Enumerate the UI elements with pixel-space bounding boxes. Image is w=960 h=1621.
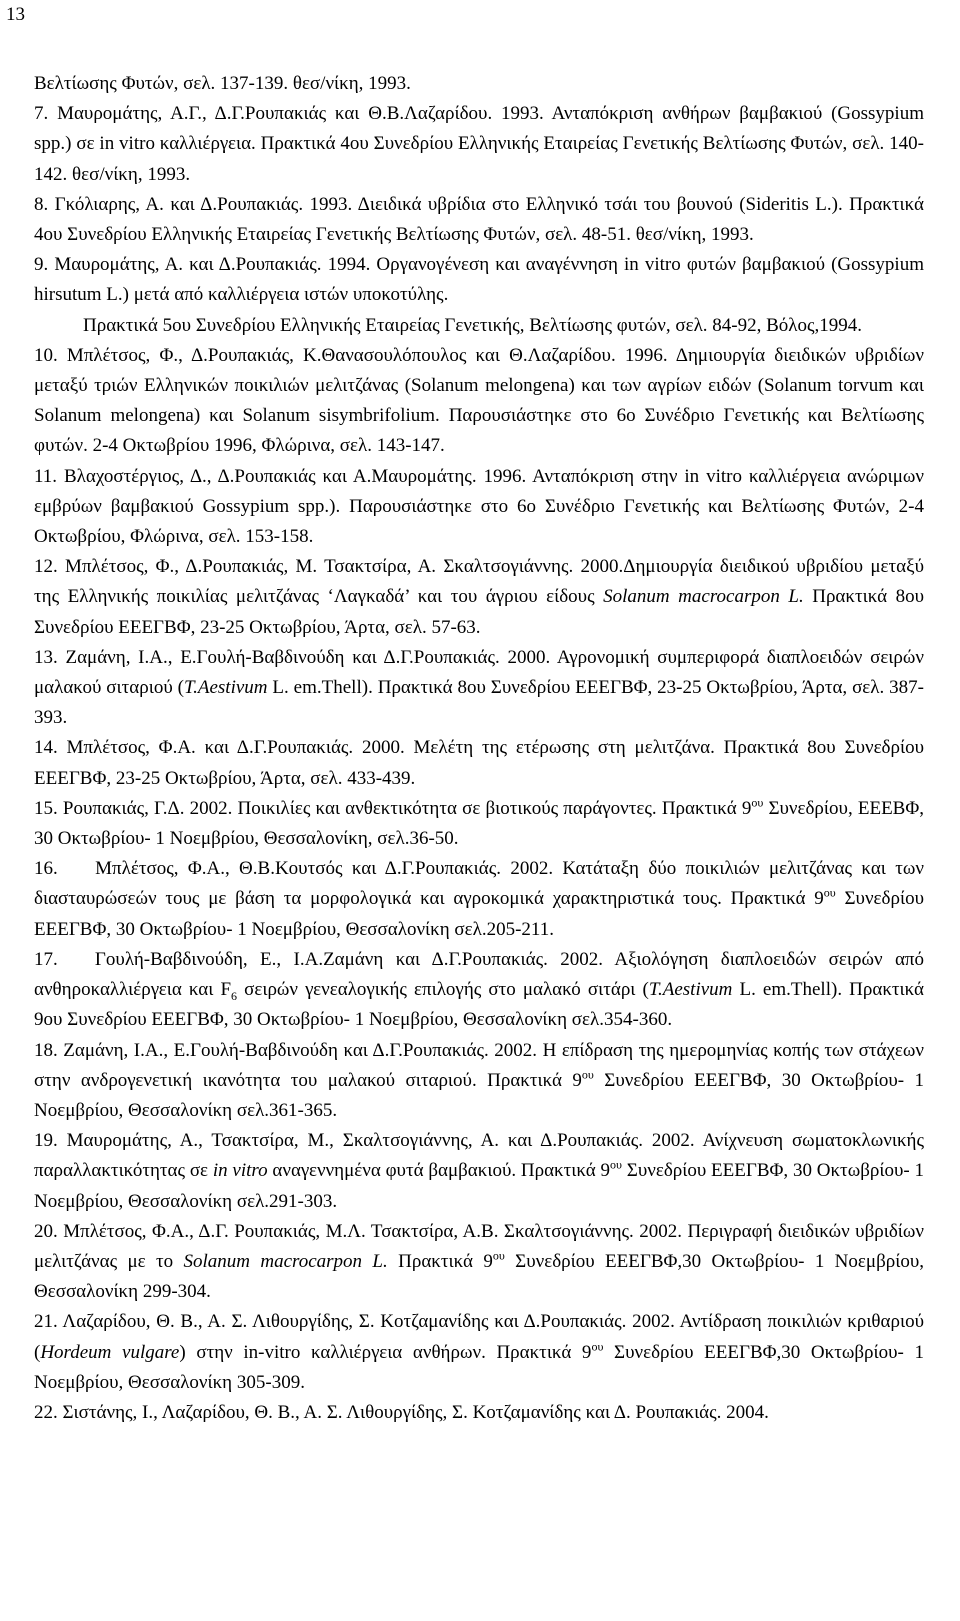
reference-entry: 20. Μπλέτσος, Φ.Α., Δ.Γ. Ρουπακιάς, Μ.Λ. Τσακτσίρα, Α.Β. Σκαλτσογιάννης. 2002. Περιγραφή διειδικών υβριδίων μελιτζάνας με το Solanum macrocarpon L. Πρακτικά $9^{o\upsilon}$ Συνεδρίου ΕΕΕΓΒΦ,30 Οκτωβρίου- 1 Νοεμβρίου, Θεσσαλονίκη 299-304. — [34, 1220, 924, 1303]
reference-entry: Βελτίωσης Φυτών, σελ. 137-139. θεσ/νίκη, 1993. — [34, 73, 411, 94]
reference-entry: 19. Μαυρομάτης, Α., Τσακτσίρα, Μ., Σκαλτσογιάννης, Α. και Δ.Ρουπακιάς. 2002. Ανίχνευση σωματοκλωνικής παραλλακτικότητας σε in vitro αναγεννημένα φυτά βαμβακιού. Πρακτικά $9^{o\upsilon}$ Συνεδρίου ΕΕΕΓΒΦ, 30 Οκτωβρίου- 1 Νοεμβρίου, Θεσσαλονίκη σελ.291-303. — [34, 1130, 924, 1212]
reference-entry: 13. Ζαμάνη, Ι.Α., Ε.Γουλή-Βαβδινούδη και Δ.Γ.Ρουπακιάς. 2000. Αγρονομική συμπεριφορά διαπλοειδών σειρών μαλακού σιταριού (T.Aestivum L. em.Thell). Πρακτικά 8ου Συνεδρίου ΕΕΕΓΒΦ, 23-25 Οκτωβρίου, Άρτα, σελ. 387-393. — [34, 646, 924, 729]
reference-entry: 9. Μαυρομάτης, Α. και Δ.Ρουπακιάς. 1994. Οργανογένεση και αναγέννηση in vitro φυτών βαμβακιού (Gossypium hirsutum L.) μετά από καλλιέργεια ιστών υποκοτύλης. — [34, 254, 924, 306]
reference-entry: 14. Μπλέτσος, Φ.Α. και Δ.Γ.Ρουπακιάς. 2000. Μελέτη της ετέρωσης στη μελιτζάνα. Πρακτικά 8ου Συνεδρίου ΕΕΕΓΒΦ, 23-25 Οκτωβρίου, Άρτα, σελ. 433-439. — [34, 737, 924, 789]
reference-entry: 21. Λαζαρίδου, Θ. Β., Α. Σ. Λιθουργίδης, Σ. Κοτζαμανίδης και Δ.Ρουπακιάς. 2002. Αντίδραση ποικιλιών κριθαριού (Hordeum vulgare) στην in-vitro καλλιέργεια ανθήρων. Πρακτικά $9^{o\upsilon}$ Συνεδρίου ΕΕΕΓΒΦ,30 Οκτωβρίου- 1 Νοεμβρίου, Θεσσαλονίκη 305-309. — [34, 1311, 924, 1393]
reference-entry: 22. Σιστάνης, Ι., Λαζαρίδου, Θ. Β., Α. Σ. Λιθουργίδης, Σ. Κοτζαμανίδης και Δ. Ρουπακιάς. 2004. — [34, 1401, 769, 1423]
reference-entry: 8. Γκόλιαρης, Α. και Δ.Ρουπακιάς. 1993. Διειδικά υβρίδια στο Ελληνικό τσάι του βουνού (Sideritis L.). Πρακτικά 4ου Συνεδρίου Ελληνικής Εταιρείας Γενετικής Βελτίωσης Φυτών, σελ. 48-51. θεσ/νίκη, 1993. — [34, 193, 924, 246]
reference-entry: Πρακτικά 5ου Συνεδρίου Ελληνικής Εταιρείας Γενετικής, Βελτίωσης φυτών, σελ. 84-92, Βόλος,1994. — [83, 314, 863, 336]
reference-entry: 7. Μαυρομάτης, Α.Γ., Δ.Γ.Ρουπακιάς και Θ.Β.Λαζαρίδου. 1993. Ανταπόκριση ανθήρων βαμβακιού (Gossypium spp.) σε in vitro καλλιέργεια. Πρακτικά 4ου Συνεδρίου Ελληνικής Εταιρείας Γενετικής Βελτίωσης Φυτών, σελ. 140-142. θεσ/νίκη, 1993. — [34, 103, 924, 185]
reference-entry: 15. Ρουπακιάς, Γ.Δ. 2002. Ποικιλίες και ανθεκτικότητα σε βιοτικούς παράγοντες. Πρακτικά $9^{o\upsilon}$ Συνεδρίου, ΕΕΕΒΦ, 30 Οκτωβρίου- 1 Νοεμβρίου, Θεσσαλονίκη, σελ.36-50. — [34, 795, 924, 850]
page-number: 13 — [6, 4, 25, 25]
reference-entry: 10. Μπλέτσος, Φ., Δ.Ρουπακιάς, Κ.Θανασουλόπουλος και Θ.Λαζαρίδου. 1996. Δημιουργία διειδικών υβριδίων μεταξύ τριών Ελληνικών ποικιλιών μελιτζάνας (Solanum melongena) και των αγρίων ειδών (Solanum torvum και Solanum melongena) και Solanum sisymbrifolium. Παρουσιάστηκε στο 6ο Συνέδριο Γενετικής και Βελτίωσης φυτών. 2-4 Οκτωβρίου 1996, Φλώρινα, σελ. 143-147. — [34, 344, 924, 457]
reference-entry: 12. Μπλέτσος, Φ., Δ.Ρουπακιάς, Μ. Τσακτσίρα, Α. Σκαλτσογιάννης. 2000.Δημιουργία διειδικού υβριδίου μεταξύ της Ελληνικής ποικιλίας μελιτζάνας ‘Λαγκαδά’ και του άγριου είδους Solanum macrocarpon L. Πρακτικά 8ου Συνεδρίου ΕΕΕΓΒΦ, 23-25 Οκτωβρίου, Άρτα, σελ. 57-63. — [34, 556, 925, 638]
reference-list — [34, 69, 924, 1428]
reference-entry: 16. Μπλέτσος, Φ.Α., Θ.Β.Κουτσός και Δ.Γ.Ρουπακιάς. 2002. Κατάταξη δύο ποικιλιών μελιτζάνας και των διασταυρώσεών τους με βάση τα μορφολογικά και αγροκομικά χαρακτηριστικά τους. Πρακτικά $9^{o\upsilon}$ Συνεδρίου ΕΕΕΓΒΦ, 30 Οκτωβρίου- 1 Νοεμβρίου, Θεσσαλονίκη σελ.205-211. — [34, 858, 924, 940]
reference-entry: 17. Γουλή-Βαβδινούδη, Ε., Ι.Α.Ζαμάνη και Δ.Γ.Ρουπακιάς. 2002. Αξιολόγηση διαπλοειδών σειρών από ανθηροκαλλιέργεια και $F_6$ σειρών γενεαλογικής επιλογής στο μαλακό σιτάρι (T.Aestivum L. em.Thell). Πρακτικά 9ου Συνεδρίου ΕΕΕΓΒΦ, 30 Οκτωβρίου- 1 Νοεμβρίου, Θεσσαλονίκη σελ.354-360. — [34, 948, 924, 1031]
reference-entry: 11. Βλαχοστέργιος, Δ., Δ.Ρουπακιάς και Α.Μαυρομάτης. 1996. Ανταπόκριση στην in vitro καλλιέργεια ανώριμων εμβρύων βαμβακιού Gossypium spp.). Παρουσιάστηκε στο 6ο Συνέδριο Γενετικής και Βελτίωσης Φυτών, 2-4 Οκτωβρίου, Φλώρινα, σελ. 153-158. — [34, 465, 924, 548]
reference-entry: 18. Ζαμάνη, Ι.Α., Ε.Γουλή-Βαβδινούδη και Δ.Γ.Ρουπακιάς. 2002. Η επίδραση της ημερομηνίας κοπής των στάχεων στην ανδρογενετική ικανότητα του μαλακού σιταριού. Πρακτικά $9^{o\upsilon}$ Συνεδρίου ΕΕΕΓΒΦ, 30 Οκτωβρίου- 1 Νοεμβρίου, Θεσσαλονίκη σελ.361-365. — [34, 1039, 924, 1121]
